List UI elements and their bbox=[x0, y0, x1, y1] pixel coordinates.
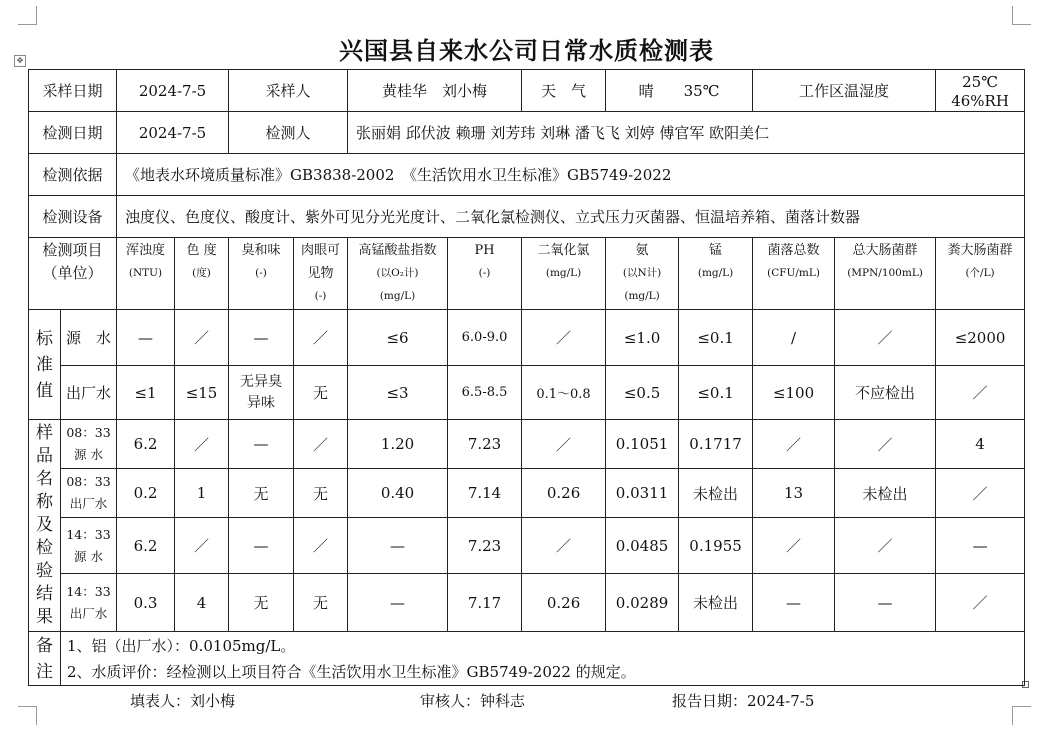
page-title: 兴国县自来水公司日常水质检测表 bbox=[339, 37, 714, 65]
table-cell[interactable]: 0.0289 bbox=[606, 574, 679, 632]
table-cell[interactable]: 6.0-9.0 bbox=[448, 310, 522, 366]
col-unit: (mg/L) bbox=[624, 290, 660, 302]
table-cell[interactable]: / bbox=[753, 310, 835, 366]
table-cell[interactable]: ／ bbox=[175, 420, 229, 469]
remark-line: 1、铝（出厂水）：0.0105mg/L。 bbox=[67, 636, 296, 655]
table-cell[interactable]: 6.2 bbox=[117, 420, 175, 469]
table-cell[interactable]: 不应检出 bbox=[835, 366, 936, 420]
table-cell[interactable]: 0.0485 bbox=[606, 518, 679, 574]
sample-label bbox=[61, 469, 117, 518]
table-cell[interactable]: — bbox=[229, 420, 294, 469]
equipment[interactable]: 浊度仪、色度仪、酸度计、紫外可见分光光度计、二氧化氯检测仪、立式压力灭菌器、恒温培养箱、菌落计数器 bbox=[117, 196, 1025, 238]
table-cell[interactable]: 4 bbox=[936, 420, 1025, 469]
table-cell[interactable]: 7.23 bbox=[448, 518, 522, 574]
humidity[interactable]: 25℃ 46%RH bbox=[936, 70, 1025, 112]
col-header-visible-matter bbox=[294, 238, 348, 310]
table-cell[interactable]: ≤15 bbox=[175, 366, 229, 420]
table-cell[interactable]: — bbox=[348, 518, 448, 574]
table-cell[interactable]: ／ bbox=[753, 518, 835, 574]
table-cell[interactable]: ≤0.1 bbox=[679, 310, 753, 366]
item-header-label: 检测项目 bbox=[42, 241, 103, 259]
remarks-content[interactable] bbox=[61, 632, 1025, 686]
label-char: 样 bbox=[36, 423, 53, 443]
col-unit: (mg/L) bbox=[379, 290, 416, 302]
col-header-color bbox=[175, 238, 229, 310]
sample-type: 出厂水 bbox=[69, 605, 108, 621]
sampling-date[interactable]: 2024-7-5 bbox=[117, 70, 229, 112]
col-unit: (mg/L) bbox=[545, 267, 582, 279]
label-char: 检 bbox=[36, 538, 53, 558]
remarks-row bbox=[29, 632, 1025, 686]
table-cell[interactable]: — bbox=[117, 310, 175, 366]
sampler[interactable]: 黄桂华 刘小梅 bbox=[348, 70, 522, 112]
table-cell[interactable]: ／ bbox=[936, 469, 1025, 518]
col-name: PH bbox=[474, 243, 495, 258]
col-unit: (MPN/100mL) bbox=[847, 267, 923, 279]
table-cell[interactable]: 0.40 bbox=[348, 469, 448, 518]
table-cell[interactable]: 无异臭异味 bbox=[229, 366, 294, 420]
table-cell[interactable]: 0.3 bbox=[117, 574, 175, 632]
label-char: 验 bbox=[36, 561, 53, 581]
table-cell[interactable]: ／ bbox=[835, 420, 936, 469]
col-name: 氨 bbox=[635, 243, 649, 258]
col-name: 高锰酸盐指数 bbox=[358, 243, 437, 258]
column-header-row bbox=[29, 238, 1025, 310]
page-corner-mark bbox=[18, 706, 37, 725]
table-cell[interactable]: 0.26 bbox=[522, 469, 606, 518]
table-cell[interactable]: ≤2000 bbox=[936, 310, 1025, 366]
label-char: 称 bbox=[36, 492, 53, 512]
table-cell[interactable]: 7.23 bbox=[448, 420, 522, 469]
label-char: 名 bbox=[36, 469, 53, 489]
table-cell[interactable]: 无 bbox=[294, 366, 348, 420]
table-cell[interactable]: ／ bbox=[936, 366, 1025, 420]
table-cell[interactable]: ≤1.0 bbox=[606, 310, 679, 366]
table-cell[interactable]: — bbox=[348, 574, 448, 632]
page-corner-mark bbox=[1012, 6, 1031, 25]
table-cell[interactable]: 4 bbox=[175, 574, 229, 632]
label-char: 果 bbox=[36, 607, 53, 627]
table-cell[interactable]: ≤100 bbox=[753, 366, 835, 420]
col-header-ph bbox=[448, 238, 522, 310]
label-char: 及 bbox=[36, 515, 53, 535]
standard-group-label bbox=[29, 310, 61, 420]
label-char: 品 bbox=[36, 446, 53, 466]
table-cell[interactable]: 1.20 bbox=[348, 420, 448, 469]
remarks-label bbox=[29, 632, 61, 686]
weather-label: 天 气 bbox=[522, 70, 606, 112]
info-row-sampling bbox=[29, 70, 1025, 112]
table-cell[interactable]: ≤1 bbox=[117, 366, 175, 420]
table-cell[interactable]: 7.14 bbox=[448, 469, 522, 518]
result-row bbox=[29, 420, 1025, 469]
sample-type: 源 水 bbox=[74, 447, 103, 462]
col-name: 浑浊度 bbox=[126, 243, 166, 258]
col-unit: (-) bbox=[255, 267, 267, 279]
result-row bbox=[29, 469, 1025, 518]
col-header-odor bbox=[229, 238, 294, 310]
table-cell[interactable]: ／ bbox=[294, 420, 348, 469]
filler-signature: 填表人：刘小梅 bbox=[130, 692, 236, 710]
col-unit: (NTU) bbox=[128, 267, 163, 279]
col-header-turbidity bbox=[117, 238, 175, 310]
table-cell[interactable]: ／ bbox=[294, 518, 348, 574]
col-header-total-coliform bbox=[835, 238, 936, 310]
col-header-fecal-coliform bbox=[936, 238, 1025, 310]
col-name2: (以O₂计) bbox=[376, 267, 419, 279]
table-cell[interactable]: ／ bbox=[522, 310, 606, 366]
table-cell[interactable]: 无 bbox=[229, 469, 294, 518]
col-name: 粪大肠菌群 bbox=[947, 243, 1013, 258]
label-char: 准 bbox=[36, 354, 53, 375]
standard-row-label: 出厂水 bbox=[61, 366, 117, 420]
table-cell[interactable]: 0.1～0.8 bbox=[522, 366, 606, 420]
table-cell[interactable]: 6.5-8.5 bbox=[448, 366, 522, 420]
table-cell[interactable]: 7.17 bbox=[448, 574, 522, 632]
standard-row-outlet bbox=[29, 366, 1025, 420]
result-row bbox=[29, 574, 1025, 632]
table-cell[interactable]: ／ bbox=[175, 518, 229, 574]
table-cell[interactable]: 0.1955 bbox=[679, 518, 753, 574]
standard-row-label: 源 水 bbox=[61, 310, 117, 366]
sampler-label: 采样人 bbox=[229, 70, 348, 112]
col-name: 色 度 bbox=[186, 243, 217, 258]
basis[interactable]: 《地表水环境质量标准》GB3838-2002 《生活饮用水卫生标准》GB5749-2022 bbox=[117, 154, 1025, 196]
remark-line: 2、水质评价：经检测以上项目符合《生活饮用水卫生标准》GB5749-2022 的规定。 bbox=[67, 662, 636, 681]
report-date: 报告日期：2024-7-5 bbox=[672, 692, 815, 710]
table-cell[interactable]: 未检出 bbox=[679, 469, 753, 518]
sample-time: 14：33 bbox=[66, 526, 111, 542]
table-cell[interactable]: ≤0.5 bbox=[606, 366, 679, 420]
label-char: 标 bbox=[36, 328, 53, 349]
table-move-handle-icon[interactable]: ✥ bbox=[14, 55, 26, 67]
col-header-colony-count bbox=[753, 238, 835, 310]
col-name: 锰 bbox=[709, 243, 723, 258]
info-row-testing bbox=[29, 112, 1025, 154]
page-corner-mark bbox=[1012, 706, 1031, 725]
col-unit: (-) bbox=[478, 267, 491, 279]
result-row bbox=[29, 518, 1025, 574]
sample-label bbox=[61, 420, 117, 469]
results-group-label bbox=[29, 420, 61, 632]
table-cell[interactable]: 0.1717 bbox=[679, 420, 753, 469]
col-unit: (mg/L) bbox=[697, 267, 734, 279]
sample-label bbox=[61, 574, 117, 632]
col-name2: 见物 bbox=[307, 266, 334, 281]
table-cell[interactable]: ／ bbox=[835, 518, 936, 574]
unit-header-label: （单位） bbox=[42, 264, 103, 282]
standard-row-source bbox=[29, 310, 1025, 366]
col-name: 菌落总数 bbox=[767, 243, 820, 258]
table-cell[interactable]: ／ bbox=[175, 310, 229, 366]
label-char: 备 bbox=[36, 635, 53, 656]
basis-label: 检测依据 bbox=[29, 154, 117, 196]
table-cell[interactable]: ≤3 bbox=[348, 366, 448, 420]
tester-label: 检测人 bbox=[229, 112, 348, 154]
reviewer-signature: 审核人：钟科志 bbox=[420, 692, 526, 710]
sample-time: 08：33 bbox=[66, 474, 111, 489]
table-cell[interactable]: 0.0311 bbox=[606, 469, 679, 518]
col-unit: (CFU/mL) bbox=[767, 267, 820, 279]
col-name2: (以N计) bbox=[622, 267, 662, 279]
table-cell[interactable]: ／ bbox=[936, 574, 1025, 632]
col-name: 总大肠菌群 bbox=[852, 243, 918, 258]
sample-label bbox=[61, 518, 117, 574]
table-cell[interactable]: 0.26 bbox=[522, 574, 606, 632]
col-name: 臭和味 bbox=[241, 243, 281, 258]
table-cell[interactable]: 0.2 bbox=[117, 469, 175, 518]
sampling-date-label: 采样日期 bbox=[29, 70, 117, 112]
sample-type: 源 水 bbox=[74, 548, 103, 564]
table-cell[interactable]: ／ bbox=[522, 518, 606, 574]
table-cell[interactable]: 未检出 bbox=[679, 574, 753, 632]
table-cell[interactable]: ≤6 bbox=[348, 310, 448, 366]
table-cell[interactable]: — bbox=[835, 574, 936, 632]
table-cell[interactable]: 0.1051 bbox=[606, 420, 679, 469]
table-cell[interactable]: 无 bbox=[294, 574, 348, 632]
test-date-label: 检测日期 bbox=[29, 112, 117, 154]
item-header bbox=[29, 238, 117, 310]
sample-time: 08：33 bbox=[66, 425, 111, 440]
table-cell[interactable]: — bbox=[229, 310, 294, 366]
test-date[interactable]: 2024-7-5 bbox=[117, 112, 229, 154]
col-name: 二氧化氯 bbox=[537, 243, 590, 258]
equipment-label: 检测设备 bbox=[29, 196, 117, 238]
table-cell[interactable]: 无 bbox=[229, 574, 294, 632]
label-char: 注 bbox=[36, 661, 53, 682]
table-cell[interactable]: — bbox=[753, 574, 835, 632]
table-cell[interactable]: 1 bbox=[175, 469, 229, 518]
info-row-equipment bbox=[29, 196, 1025, 238]
table-cell[interactable]: — bbox=[229, 518, 294, 574]
table-cell[interactable]: ／ bbox=[522, 420, 606, 469]
page-corner-mark bbox=[18, 6, 37, 25]
testers[interactable]: 张丽娟 邱伏波 赖珊 刘芳玮 刘琳 潘飞飞 刘婷 傅官军 欧阳美仁 bbox=[348, 112, 1025, 154]
col-header-ammonia bbox=[606, 238, 679, 310]
table-cell[interactable]: ／ bbox=[294, 310, 348, 366]
col-unit: (个/L) bbox=[965, 267, 995, 279]
label-char: 结 bbox=[36, 584, 53, 604]
table-cell[interactable]: 未检出 bbox=[835, 469, 936, 518]
col-header-chlorine-dioxide bbox=[522, 238, 606, 310]
table-cell[interactable]: — bbox=[936, 518, 1025, 574]
sample-type: 出厂水 bbox=[69, 496, 108, 511]
table-cell[interactable]: 13 bbox=[753, 469, 835, 518]
col-unit: (-) bbox=[314, 290, 327, 302]
col-name: 肉眼可 bbox=[301, 243, 341, 258]
water-quality-table bbox=[28, 69, 1025, 686]
col-unit: (度) bbox=[192, 267, 211, 279]
table-cell[interactable]: 无 bbox=[294, 469, 348, 518]
humidity-label: 工作区温湿度 bbox=[753, 70, 936, 112]
info-row-basis bbox=[29, 154, 1025, 196]
sample-time: 14：33 bbox=[66, 583, 111, 599]
col-header-manganese bbox=[679, 238, 753, 310]
label-char: 值 bbox=[36, 380, 53, 401]
table-cell[interactable]: ／ bbox=[835, 310, 936, 366]
table-cell[interactable]: ≤0.1 bbox=[679, 366, 753, 420]
weather[interactable]: 晴 35℃ bbox=[606, 70, 753, 112]
col-header-permanganate bbox=[348, 238, 448, 310]
table-cell[interactable]: 6.2 bbox=[117, 518, 175, 574]
table-cell[interactable]: ／ bbox=[753, 420, 835, 469]
